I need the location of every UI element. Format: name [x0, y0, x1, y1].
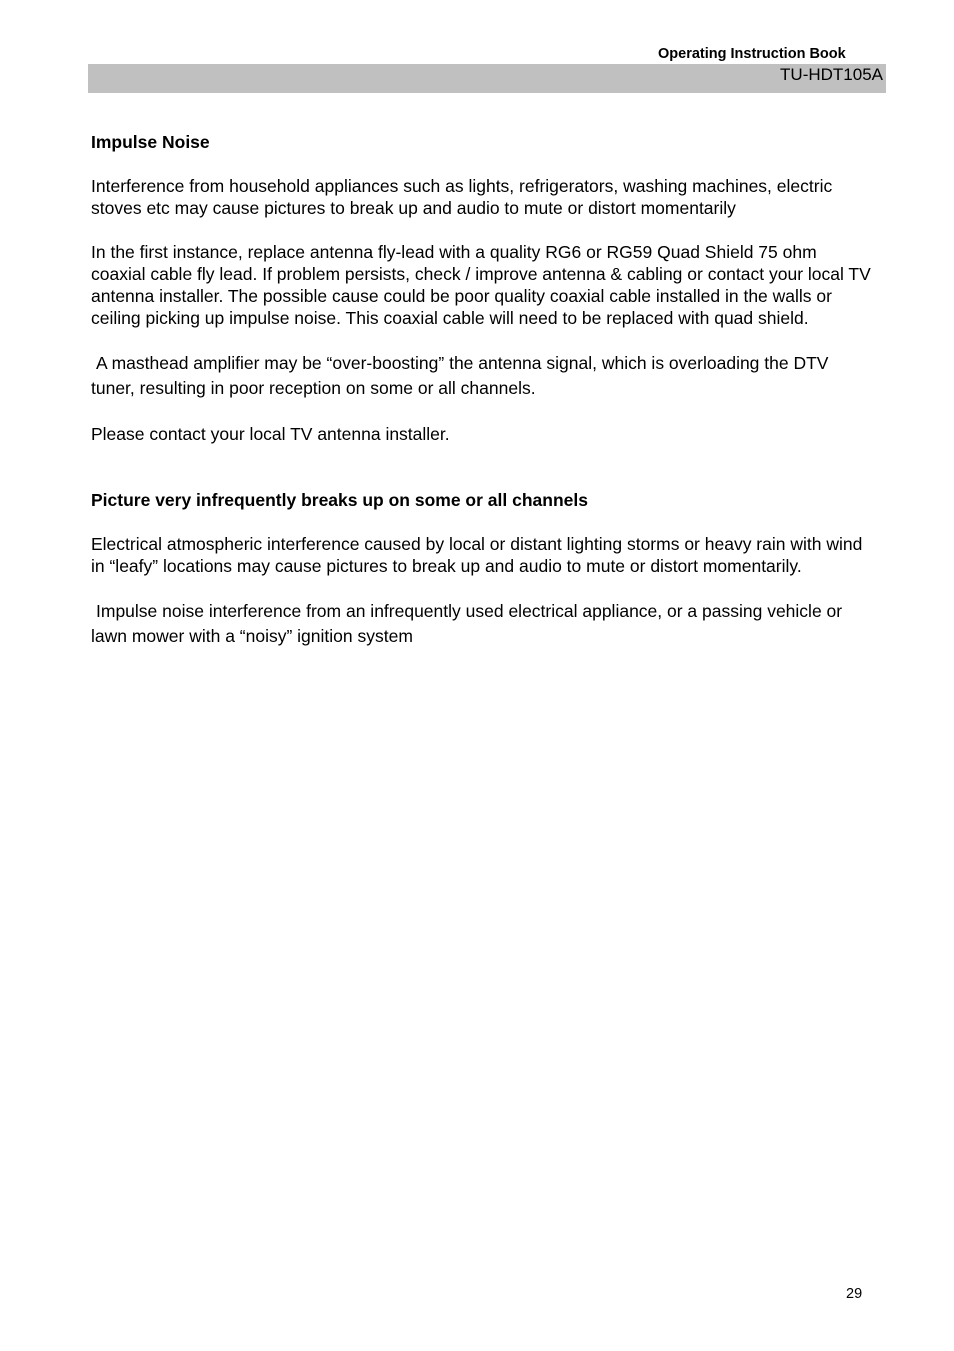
page-number: 29: [846, 1286, 863, 1302]
paragraph: Impulse noise interference from an infrequently used electrical appliance, or a passing vehicle or lawn mower with a “noisy” ignition system: [91, 601, 843, 646]
paragraph: Interference from household appliances such as lights, refrigerators, washing machines, electric stoves etc may cause pictures to break up and audio to mute or distort momentarily: [91, 176, 833, 218]
header-bar: [88, 64, 886, 93]
paragraph: A masthead amplifier may be “over-boosting” the antenna signal, which is overloading the DTV tuner, resulting in poor reception on some or all channels.: [91, 353, 829, 398]
header-title: Operating Instruction Book: [658, 46, 846, 62]
paragraph: In the first instance, replace antenna fly-lead with a quality RG6 or RG59 Quad Shield 75 ohm coaxial cable fly lead. If problem persists, check / improve antenna & cabling or contact your local TV antenna installer. The possible cause could be poor quality coaxial cable installed in the walls or ceiling picking up impulse noise. This coaxial cable will need to be replaced with quad shield.: [91, 242, 871, 328]
page-content: [91, 131, 871, 649]
section-heading-picture-breaks-up: Picture very infrequently breaks up on some or all channels: [91, 490, 588, 510]
paragraph: Electrical atmospheric interference caused by local or distant lighting storms or heavy rain with wind in “leafy” locations may cause pictures to break up and audio to mute or distort momentarily.: [91, 534, 863, 576]
paragraph: Please contact your local TV antenna installer.: [91, 424, 450, 444]
model-number: TU-HDT105A: [780, 65, 883, 84]
section-heading-impulse-noise: Impulse Noise: [91, 132, 210, 152]
